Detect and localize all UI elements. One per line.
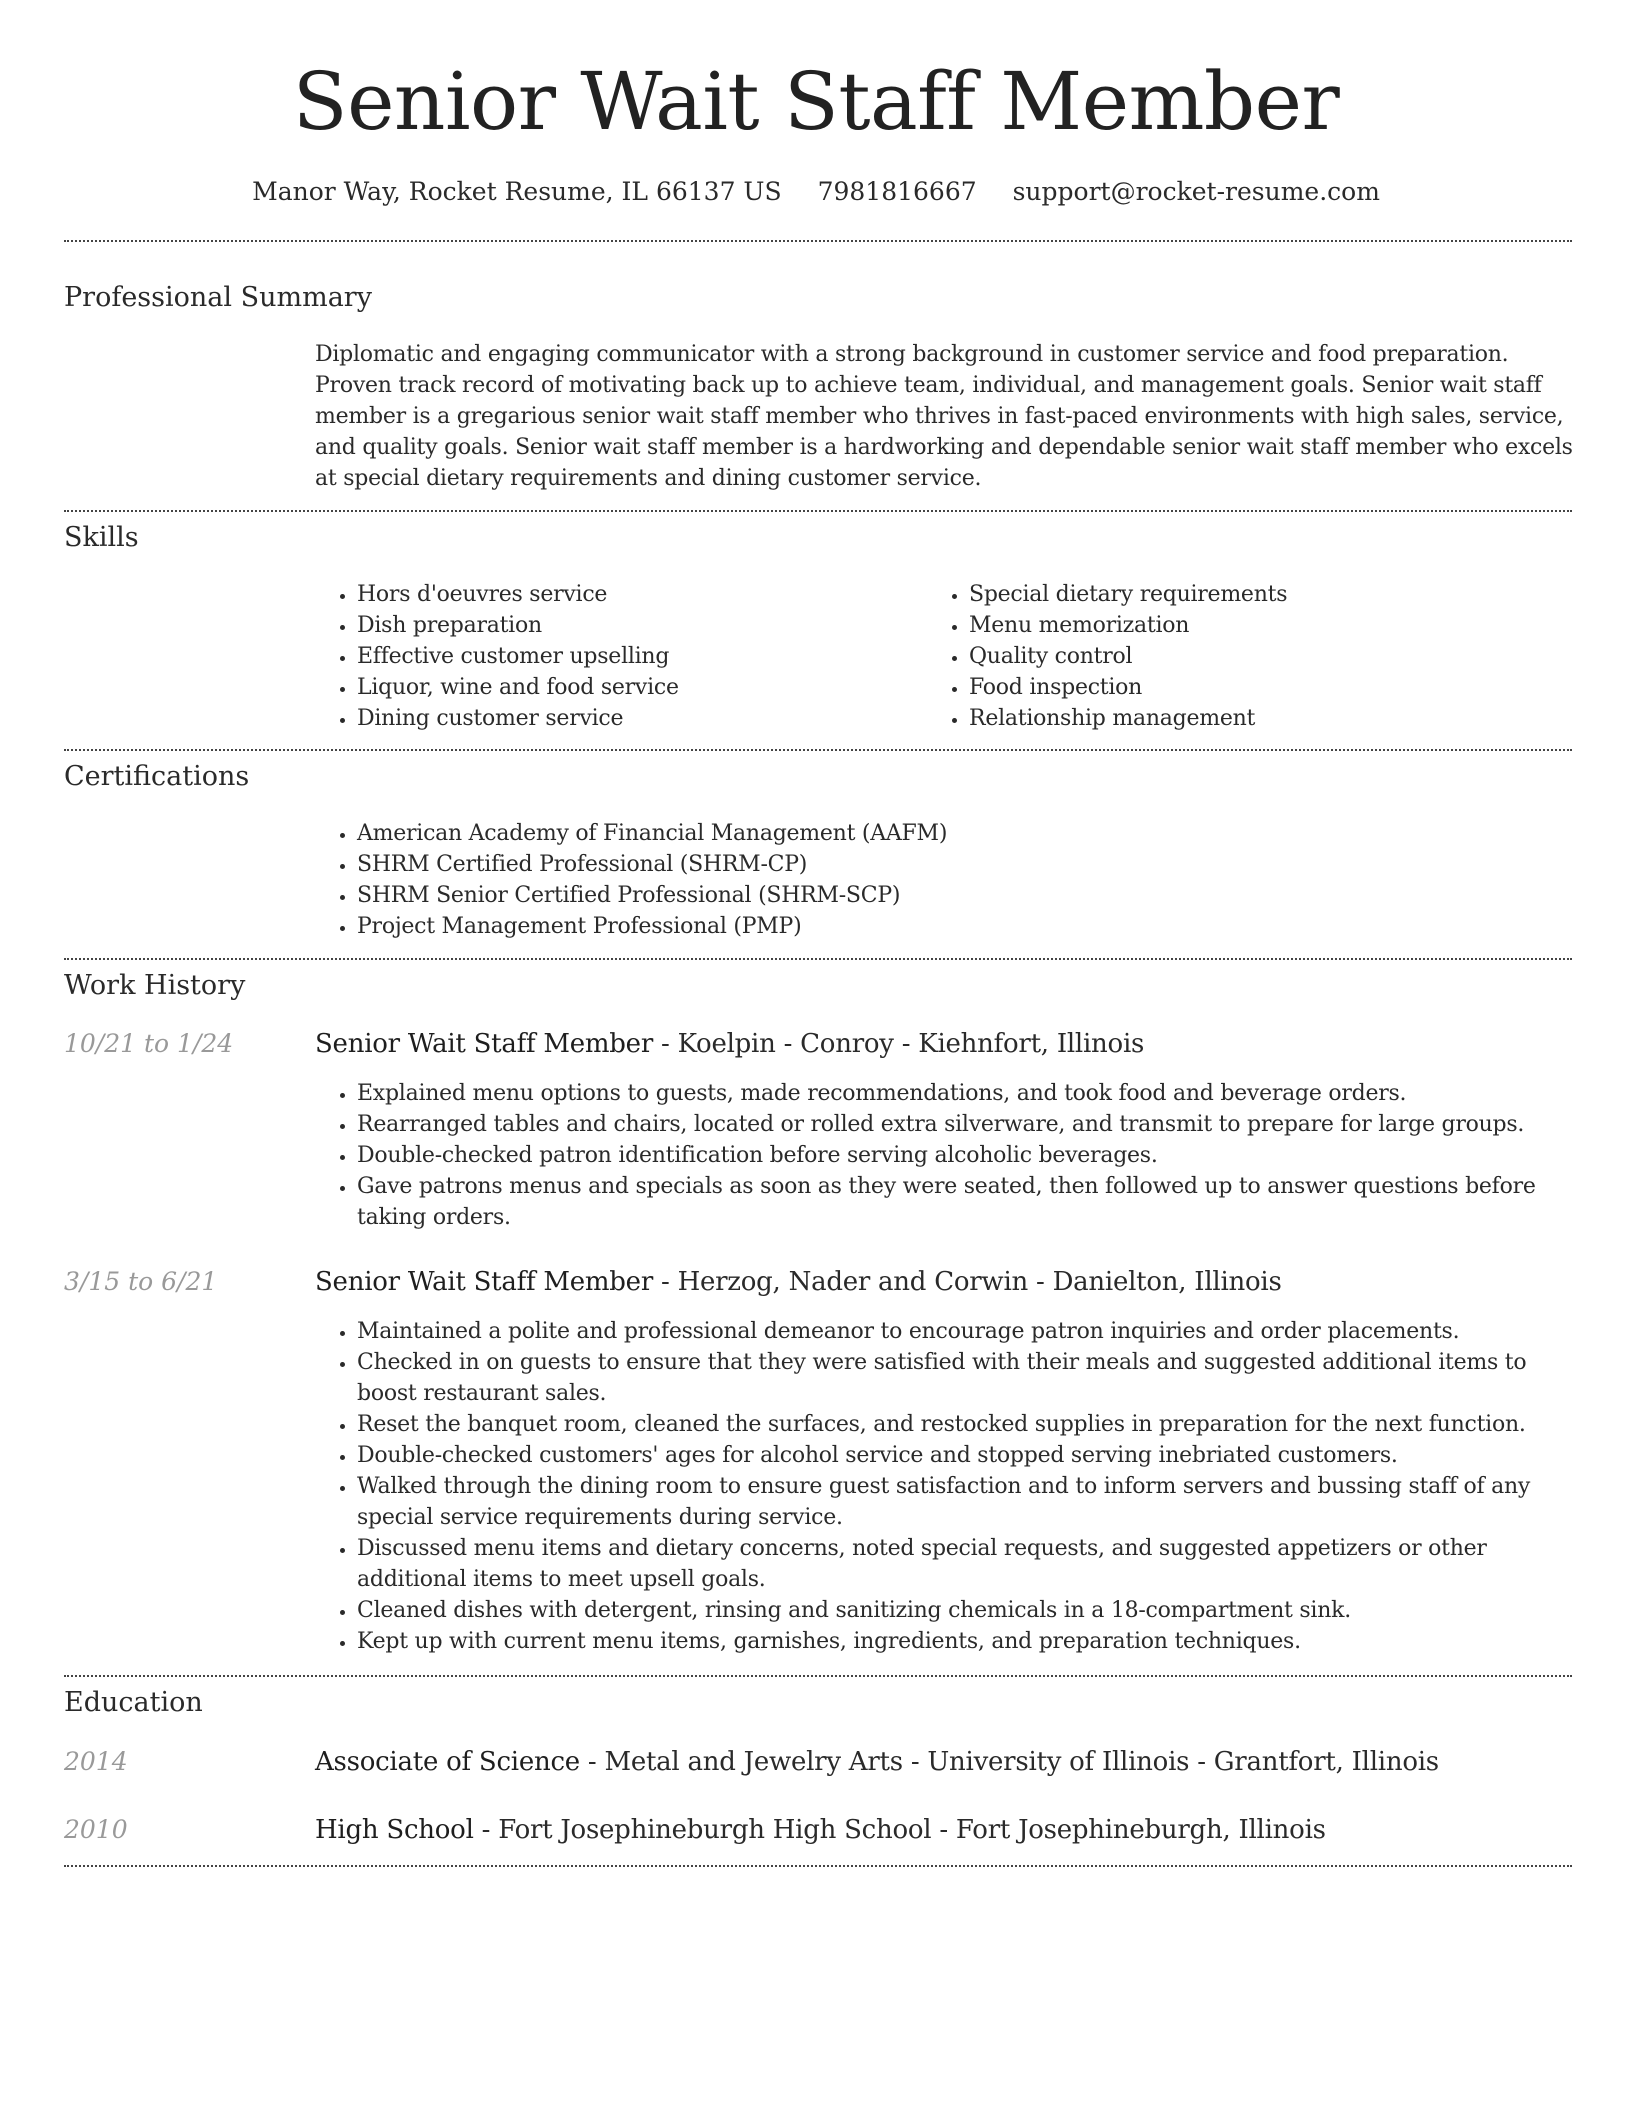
education-entry: [315, 1812, 1326, 1848]
skill-item: • Dining customer service: [357, 703, 917, 734]
job-details: - Herzog, Nader and Corwin - Danielton, Illinois: [653, 1267, 1282, 1297]
job-bullet: • Checked in on guests to ensure that they were satisfied with their meals and suggested additional items to boost restaurant sales.: [357, 1347, 1587, 1409]
skill-item: • Hors d'oeuvres service: [357, 579, 917, 610]
education-degree: High School: [315, 1815, 474, 1845]
certifications-heading: Certifications: [64, 761, 250, 792]
job-bullet: • Explained menu options to guests, made recommendations, and took food and beverage orders.: [357, 1078, 1587, 1109]
section-divider: [64, 510, 1572, 512]
job-bullet: • Walked through the dining room to ensure guest satisfaction and to inform servers and bussing staff of any special service requirements during service.: [357, 1471, 1587, 1533]
job-dates: 10/21 to 1/24: [64, 1029, 234, 1058]
skill-item: • Relationship management: [969, 703, 1569, 734]
job-bullet: • Cleaned dishes with detergent, rinsing and sanitizing chemicals in a 18-compartment sink.: [357, 1595, 1587, 1626]
job-title: Senior Wait Staff Member: [315, 1267, 653, 1297]
skill-item: • Food inspection: [969, 672, 1569, 703]
work-history-heading: Work History: [64, 970, 246, 1001]
job-bullet: • Kept up with current menu items, garnishes, ingredients, and preparation techniques.: [357, 1626, 1587, 1657]
skills-list-right: [925, 579, 1569, 734]
certification-item: • Project Management Professional (PMP): [357, 911, 1557, 942]
education-entry: [315, 1744, 1439, 1780]
skill-item: • Special dietary requirements: [969, 579, 1569, 610]
candidate-name: Senior Wait Staff Member: [292, 55, 1340, 148]
summary-text: Diplomatic and engaging communicator with a strong background in customer service and food preparation. Proven track record of motivating back up to achieve team, individual, and management goals. Senior wait staff member is a gregarious senior wait staff member who thrives in fast-paced environments with high sales, service, and quality goals. Senior wait staff member is a hardworking and dependable senior wait staff member who excels at special dietary requirements and dining customer service.: [315, 342, 1573, 491]
contact-email: support@rocket-resume.com: [1012, 177, 1380, 206]
education-year: 2014: [64, 1747, 128, 1776]
job-bullet: • Reset the banquet room, cleaned the surfaces, and restocked supplies in preparation for the next function.: [357, 1409, 1587, 1440]
education-year: 2010: [64, 1815, 128, 1844]
job-bullet: • Rearranged tables and chairs, located or rolled extra silverware, and transmit to prepare for large groups.: [357, 1109, 1587, 1140]
contact-phone: 7981816667: [817, 177, 977, 206]
contact-address: Manor Way, Rocket Resume, IL 66137 US: [252, 177, 782, 206]
job-heading: [315, 1026, 1144, 1062]
skill-item: • Menu memorization: [969, 610, 1569, 641]
education-heading: Education: [64, 1687, 203, 1718]
contact-line: [0, 174, 1632, 210]
section-divider: [64, 1865, 1572, 1867]
certification-item: • SHRM Certified Professional (SHRM-CP): [357, 849, 1557, 880]
job-bullet: • Gave patrons menus and specials as soon as they were seated, then followed up to answer questions before taking orders.: [357, 1171, 1587, 1233]
skills-list-left: [313, 579, 917, 734]
job-dates: 3/15 to 6/21: [64, 1267, 218, 1296]
section-divider: [64, 749, 1572, 751]
skills-heading: Skills: [64, 522, 139, 553]
job-bullet: • Double-checked patron identification before serving alcoholic beverages.: [357, 1140, 1587, 1171]
skill-item: • Effective customer upselling: [357, 641, 917, 672]
summary-heading: Professional Summary: [64, 282, 372, 313]
education-details: - Metal and Jewelry Arts - University of Illinois - Grantfort, Illinois: [579, 1747, 1439, 1777]
job-details: - Koelpin - Conroy - Kiehnfort, Illinois: [653, 1029, 1145, 1059]
education-details: - Fort Josephineburgh High School - Fort Josephineburgh, Illinois: [473, 1815, 1326, 1845]
skill-item: • Liquor, wine and food service: [357, 672, 917, 703]
job-bullets: [313, 1078, 1587, 1233]
section-divider: [64, 240, 1572, 242]
certifications-list: [313, 818, 1557, 942]
certification-item: • American Academy of Financial Management (AAFM): [357, 818, 1557, 849]
job-bullet: • Maintained a polite and professional demeanor to encourage patron inquiries and order placements.: [357, 1316, 1587, 1347]
section-divider: [64, 958, 1572, 960]
skill-item: • Quality control: [969, 641, 1569, 672]
job-bullet: • Discussed menu items and dietary concerns, noted special requests, and suggested appetizers or other additional items to meet upsell goals.: [357, 1533, 1587, 1595]
job-title: Senior Wait Staff Member: [315, 1029, 653, 1059]
job-heading: [315, 1264, 1282, 1300]
job-bullet: • Double-checked customers' ages for alcohol service and stopped serving inebriated customers.: [357, 1440, 1587, 1471]
section-divider: [64, 1675, 1572, 1677]
certification-item: • SHRM Senior Certified Professional (SHRM-SCP): [357, 880, 1557, 911]
job-bullets: [313, 1316, 1587, 1657]
skill-item: • Dish preparation: [357, 610, 917, 641]
education-degree: Associate of Science: [315, 1747, 580, 1777]
